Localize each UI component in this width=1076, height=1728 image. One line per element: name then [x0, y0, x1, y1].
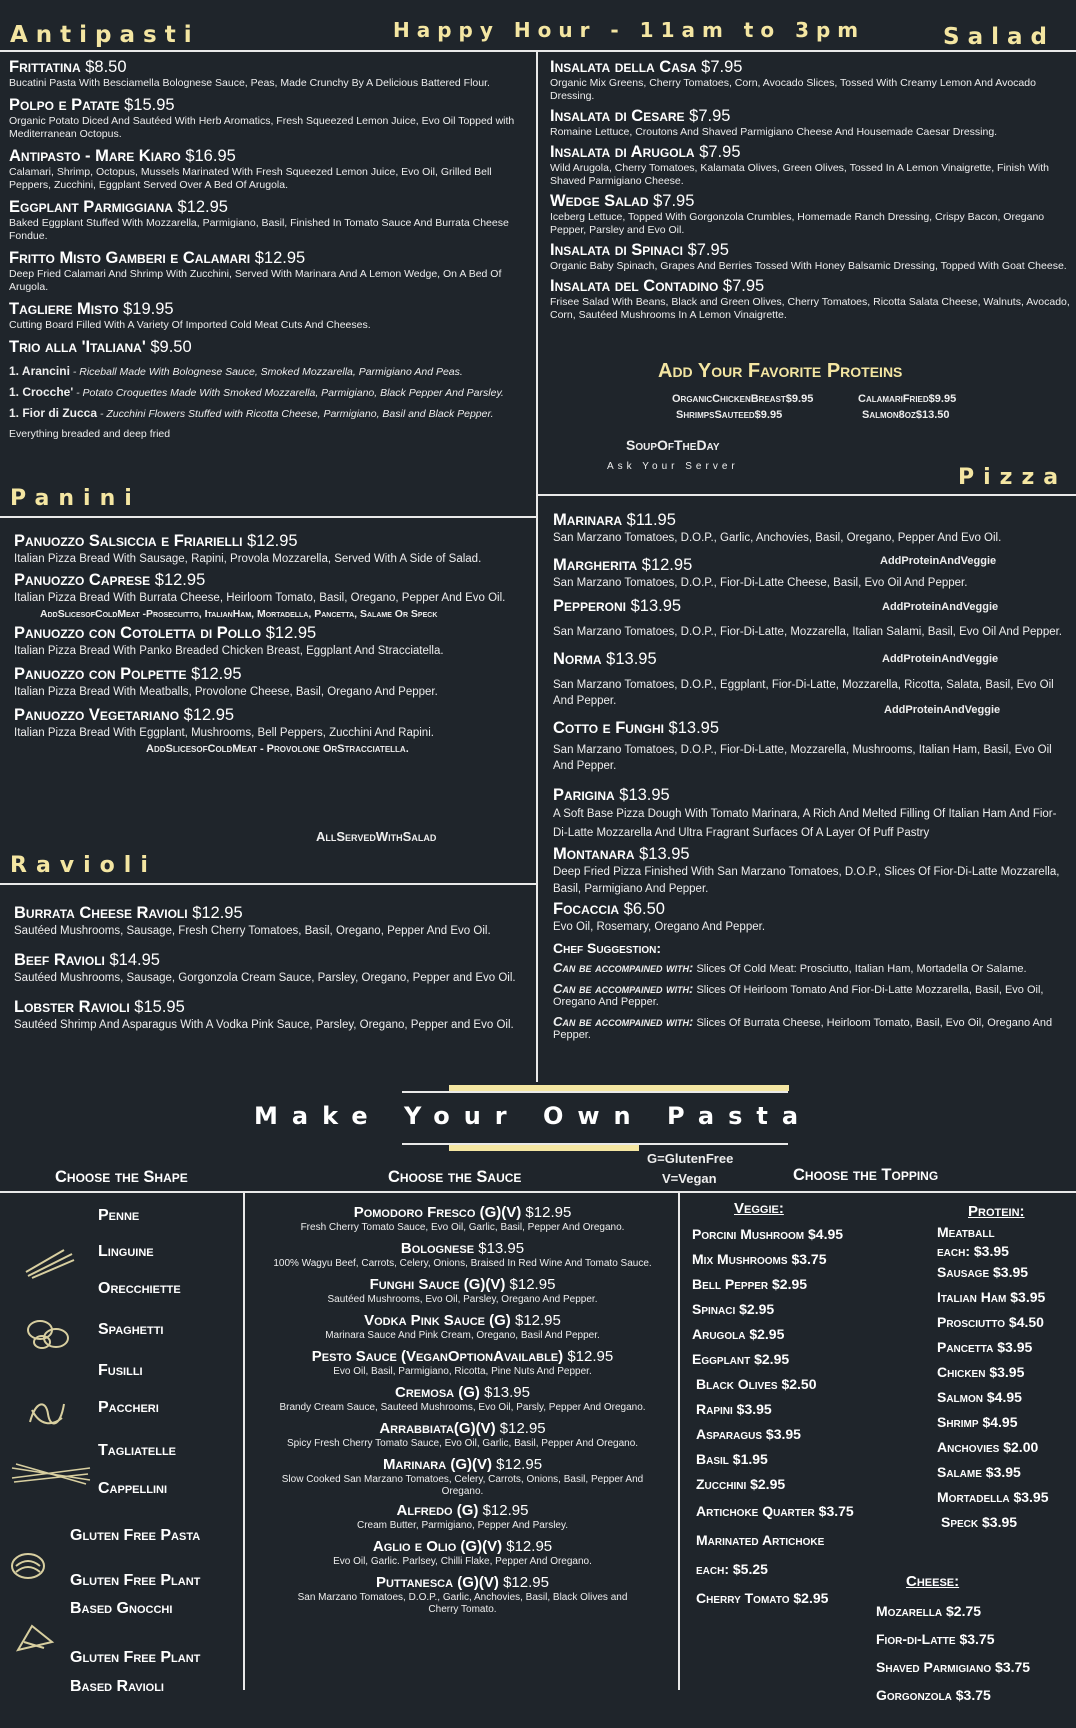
item-price: $7.95 [701, 58, 743, 76]
shape-fusilli: Fusilli [98, 1362, 143, 1379]
item-price: $9.50 [150, 338, 192, 356]
item-desc: Italian Pizza Bread With Meatballs, Provolone Cheese, Basil, Oregano And Pepper. [14, 686, 438, 698]
topping-item: each: $3.95 [937, 1243, 1009, 1259]
item-price: $12.95 [192, 904, 243, 922]
shape-paccheri: Paccheri [98, 1399, 159, 1416]
item-desc: San Marzano Tomatoes, D.O.P., Fior-Di-Latte, Mozzarella, Mushrooms, Italian Ham, Basil, Evo Oil And Pepper. [553, 744, 1052, 772]
item-name: Insalata di Arugola [550, 143, 695, 161]
topping-item: Prosciutto $4.50 [937, 1314, 1044, 1330]
topping-item: each: $5.25 [696, 1561, 768, 1577]
menu-item [550, 58, 1070, 103]
item-price: $8.50 [85, 58, 127, 76]
item-name: Cotto e Funghi [553, 719, 664, 737]
item-price: $12.95 [496, 1456, 543, 1473]
topping-item: Basil $1.95 [696, 1451, 768, 1467]
item-price: $13.95 [606, 650, 657, 668]
topping-item: Zucchini $2.95 [696, 1476, 786, 1492]
menu-item [553, 845, 1071, 898]
item-name: Fritto Misto Gamberi e Calamari [9, 249, 251, 267]
item-desc: A Soft Base Pizza Dough With Tomato Marinara, A Rich And Melted Filling Of Italian Ham And Fior-Di-Latte Mozzarella And Ultra Fragrant Surfaces Of A Layer Of Puff Pastry [553, 808, 1057, 839]
trio-note: Everything breaded and deep fried [9, 428, 171, 440]
menu-item [9, 147, 531, 192]
item-name: Insalata di Spinaci [550, 241, 683, 259]
trio-item [9, 361, 531, 382]
item-name: Pepperoni [553, 597, 627, 615]
trio-item [9, 403, 531, 424]
chef-label: Can be accompained with: [553, 1014, 694, 1029]
chef-text: Slices Of Cold Meat: Prosciutto, Italian Ham, Mortadella Or Salame. [696, 963, 1027, 975]
item-name: Bolognese [400, 1240, 475, 1257]
chef-suggestion-title: Chef Suggestion: [553, 940, 662, 956]
topping-item: Sausage $3.95 [937, 1264, 1029, 1280]
ravioli-header: Ravioli [10, 853, 157, 878]
topping-item: Anchovies $2.00 [937, 1439, 1039, 1455]
topping-item: Pancetta $3.95 [937, 1339, 1033, 1355]
item-name: Burrata Cheese Ravioli [14, 904, 188, 922]
legend-gluten-free: G=GlutenFree [647, 1151, 734, 1166]
item-desc: Deep Fried Calamari And Shrimp With Zucchini, Served With Marinara And A Lemon Wedge, On A Bed Of Arugola. [9, 268, 502, 293]
shape-based-gnocchi: Based Gnocchi [70, 1600, 173, 1617]
shape-orecchiette: Orecchiette [98, 1280, 181, 1297]
proteins-title: Add Your Favorite Proteins [658, 360, 903, 382]
menu-item [553, 786, 1071, 843]
menu-item [550, 277, 1070, 322]
sauce-item [250, 1383, 675, 1414]
item-name: Panuozzo con Cotoletta di Pollo [14, 624, 262, 642]
item-price: $13.95 [478, 1240, 525, 1257]
item-name: Vodka Pink Sauce (G) [364, 1312, 511, 1329]
item-name: Panuozzo Salsiccia e Friarielli [14, 532, 243, 550]
item-desc: San Marzano Tomatoes, D.O.P., Garlic, Anchovies, Basil, Oregano, Pepper And Evo Oil. [553, 532, 1002, 544]
item-price: $15.95 [124, 96, 175, 114]
item-desc: Evo Oil, Basil, Parmigiano, Ricotta, Pine Nuts And Pepper. [333, 1366, 592, 1377]
protein-option: CalamariFried$9.95 [858, 393, 957, 405]
item-name: Insalata della Casa [550, 58, 697, 76]
shape-gluten-free-pasta: Gluten Free Pasta [70, 1527, 201, 1544]
shape-cappellini: Cappellini [98, 1480, 168, 1497]
menu-item [14, 665, 532, 700]
menu-item [9, 58, 531, 90]
menu-item [550, 241, 1070, 273]
menu-item [553, 511, 1071, 546]
salad-header: Salad [943, 24, 1055, 50]
item-price: $13.95 [630, 597, 682, 615]
chef-suggestion [553, 1016, 1071, 1041]
menu-item [553, 900, 1071, 935]
shape-spaghetti: Spaghetti [98, 1321, 164, 1338]
orecchiette-icon [20, 1316, 76, 1352]
sauce-header: Choose the Sauce [388, 1168, 522, 1186]
item-desc: Cream Butter, Parmigiano, Pepper And Parsley. [356, 1520, 569, 1531]
caprese-add-note: AddSlicesofColdMeat -Prosecuitto, ItalianHam, Mortadella, Pancetta, Salame Or Speck [40, 608, 438, 620]
item-desc: Wild Arugola, Cherry Tomatoes, Kalamata Olives, Green Olives, Tossed In A Lemon Vinaigrette, Finish With Shaved Parmigiano Cheese. [550, 162, 1049, 187]
item-price: $7.95 [687, 241, 729, 259]
menu-item [550, 107, 1070, 139]
cheese-list [876, 1597, 1076, 1709]
topping-item: Salame $3.95 [937, 1464, 1021, 1480]
add-protein-veggie-note: AddProteinAndVeggie [882, 601, 999, 613]
item-name: Focaccia [553, 900, 620, 918]
sauce-item [250, 1239, 675, 1270]
chef-suggestion [553, 962, 1071, 975]
trio-desc: - Zucchini Flowers Stuffed with Ricotta Cheese, Parmigiano, Basil and Black Pepper. [99, 408, 494, 420]
topping-item: Shaved Parmigiano $3.75 [876, 1659, 1031, 1675]
protein-header: Protein: [968, 1203, 1025, 1220]
topping-item: Mix Mushrooms $3.75 [692, 1251, 827, 1267]
ravioli-icon [14, 1620, 56, 1656]
protein-list [937, 1222, 1076, 1535]
item-price: $7.95 [699, 143, 741, 161]
happy-hour-header: Happy Hour - 11am to 3pm [393, 18, 866, 42]
item-desc: Brandy Cream Sauce, Sauteed Mushrooms, Evo Oil, Parsly, Pepper And Oregano. [279, 1402, 646, 1413]
item-desc: San Marzano Tomatoes, D.O.P., Fior-Di-Latte, Mozzarella, Italian Salami, Basil, Evo Oil And Pepper. [553, 626, 1062, 638]
pasta-gold-bar-bottom [449, 1145, 639, 1151]
item-price: $13.95 [619, 786, 670, 804]
topping-item: Marinated Artichoke [696, 1532, 825, 1548]
item-desc: Fresh Cherry Tomato Sauce, Evo Oil, Garlic, Basil, Pepper And Oregano. [300, 1222, 625, 1233]
item-desc: Slow Cooked San Marzano Tomatoes, Celery, Carrots, Onions, Basil, Pepper And Oregano. [281, 1474, 644, 1497]
add-protein-veggie-note: AddProteinAndVeggie [884, 704, 1001, 716]
topping-item: Meatball [937, 1224, 995, 1240]
ravioli-section [14, 904, 532, 1035]
item-name: Trio alla 'Italiana' [9, 338, 146, 356]
item-price: $12.95 [641, 556, 693, 574]
trio-desc: - Potato Croquettes Made With Smoked Mozzarella, Parmigiano, Black Pepper And Parsley. [76, 387, 504, 399]
item-name: Eggplant Parmiggiana [9, 198, 173, 216]
linguine-icon [24, 1246, 78, 1282]
menu-item [9, 300, 531, 332]
menu-item [9, 338, 531, 357]
item-desc: Sautéed Shrimp And Asparagus With A Vodka Pink Sauce, Parsley, Oregano, Pepper and Evo Oil. [14, 1019, 514, 1031]
shape-penne: Penne [98, 1207, 140, 1224]
item-name: Lobster Ravioli [14, 998, 130, 1016]
item-desc: Baked Eggplant Stuffed With Mozzarella, Parmigiano, Basil, Finished In Tomato Sauce And Burrata Cheese Fondue. [9, 217, 509, 242]
rule-panini [0, 516, 536, 518]
item-name: Parigina [553, 786, 615, 804]
menu-item [9, 249, 531, 294]
menu-item [14, 706, 532, 741]
item-desc: 100% Wagyu Beef, Carrots, Celery, Onions, Braised In Red Wine And Tomato Sauce. [273, 1258, 652, 1269]
trio-name: 1. Arancini [9, 364, 70, 378]
topping-item: Shrimp $4.95 [937, 1414, 1018, 1430]
item-price: $12.95 [265, 624, 317, 642]
legend-vegan: V=Vegan [662, 1171, 717, 1186]
sauce-item [250, 1311, 675, 1342]
item-desc: Sautéed Mushrooms, Sausage, Gorgonzola Cream Sauce, Parsley, Oregano, Pepper and Evo Oil. [14, 972, 516, 984]
item-price: $15.95 [134, 998, 185, 1016]
topping-item: Bell Pepper $2.95 [692, 1276, 808, 1292]
item-name: Polpo e Patate [9, 96, 120, 114]
sauce-item [250, 1573, 675, 1616]
menu-item [14, 624, 532, 659]
topping-header: Choose the Topping [793, 1166, 939, 1184]
topping-item: Speck $3.95 [941, 1514, 1018, 1530]
topping-item: Mozarella $2.75 [876, 1603, 982, 1619]
topping-item: Black Olives $2.50 [696, 1376, 817, 1392]
sauce-item [250, 1275, 675, 1306]
salad-section [550, 58, 1070, 324]
fusilli-icon [24, 1392, 70, 1432]
menu-item [550, 192, 1070, 237]
item-desc: Italian Pizza Bread With Panko Breaded Chicken Breast, Eggplant And Stracciatella. [14, 645, 444, 657]
item-desc: Italian Pizza Bread With Burrata Cheese, Heirloom Tomato, Basil, Oregano, Pepper And Evo Oil. [14, 592, 506, 604]
item-price: $7.95 [689, 107, 731, 125]
item-name: Arrabbiata(G)(V) [379, 1420, 496, 1437]
item-desc: Italian Pizza Bread With Eggplant, Mushrooms, Bell Peppers, Zucchini And Rapini. [14, 727, 434, 739]
topping-item: Eggplant $2.95 [692, 1351, 790, 1367]
pasta-rule-columns [0, 1191, 1076, 1193]
item-price: $12.95 [482, 1502, 529, 1519]
item-price: $6.50 [623, 900, 665, 918]
sauce-item [250, 1419, 675, 1450]
gnocchi-icon [6, 1548, 54, 1588]
pasta-divider-1 [243, 1193, 245, 1690]
item-desc: Sautéed Mushrooms, Sausage, Fresh Cherry Tomatoes, Basil, Oregano, Pepper And Evo Oil. [14, 925, 491, 937]
soup-sub: Ask Your Server [607, 461, 739, 472]
item-desc: Organic Mix Greens, Cherry Tomatoes, Corn, Avocado Slices, Tossed With Creamy Lemon And Avocado Dressing. [550, 77, 1036, 102]
item-name: Funghi Sauce (G)(V) [369, 1276, 506, 1293]
item-desc: Evo Oil, Garlic. Parlsey, Chilli Flake, Pepper And Oregano. [333, 1556, 592, 1567]
chef-text: Slices Of Burrata Cheese, Heirloom Tomato, Basil, Evo Oil, Oregano And Pepper. [553, 1017, 1053, 1041]
item-desc: San Marzano Tomatoes, D.O.P., Garlic, Anchovies, Basil, Black Olives and Cherry Tomato. [297, 1592, 628, 1615]
topping-item: Spinaci $2.95 [692, 1301, 775, 1317]
topping-item: Gorgonzola $3.75 [876, 1687, 991, 1703]
item-desc: Organic Potato Diced And Sautéed With Herb Aromatics, Fresh Squeezed Lemon Juice, Evo Oil Topped with Mediterranean Octopus. [9, 115, 515, 140]
shape-tagliatelle: Tagliatelle [98, 1442, 177, 1459]
all-served-note: AllServedWithSalad [316, 829, 437, 844]
topping-item: Cherry Tomato $2.95 [696, 1590, 829, 1606]
item-price: $12.95 [254, 249, 306, 267]
vertical-divider-top [536, 52, 538, 1082]
sauce-item [250, 1347, 675, 1378]
shape-gluten-free-plant-2: Gluten Free Plant [70, 1649, 201, 1666]
item-desc: Evo Oil, Rosemary, Oregano And Pepper. [553, 921, 766, 933]
item-price: $13.95 [668, 719, 720, 737]
shape-based-ravioli: Based Ravioli [70, 1678, 164, 1695]
item-price: $12.95 [567, 1348, 614, 1365]
item-name: Panuozzo Vegetariano [14, 706, 180, 724]
topping-item: Artichoke Quarter $3.75 [696, 1503, 854, 1519]
item-price: $12.95 [191, 665, 242, 683]
item-name: Wedge Salad [550, 192, 649, 210]
item-desc: Deep Fried Pizza Finished With San Marzano Tomatoes, D.O.P., Slices Of Fior-Di-Latte Mozzarella, Basil, Parmigiano And Pepper. [553, 866, 1060, 895]
item-price: $12.95 [499, 1420, 546, 1437]
menu-item [14, 904, 532, 939]
protein-option: Salmon8oz$13.50 [862, 409, 950, 421]
topping-item: Arugola $2.95 [692, 1326, 785, 1342]
item-desc: Marinara Sauce And Pink Cream, Oregano, Basil And Pepper. [325, 1330, 600, 1341]
item-price: $12.95 [506, 1538, 553, 1555]
sauce-item [250, 1537, 675, 1568]
pizza-section [553, 511, 1071, 1041]
item-name: Pesto Sauce (VeganOptionAvailable) [311, 1348, 564, 1365]
item-name: Alfredo (G) [396, 1502, 479, 1519]
item-desc: Romaine Lettuce, Croutons And Shaved Parmigiano Cheese And Housemade Caesar Dressing. [550, 126, 998, 138]
item-name: Antipasto - Mare Kiaro [9, 147, 181, 165]
item-name: Panuozzo con Polpette [14, 665, 187, 683]
menu-item [14, 532, 532, 567]
item-name: Marinara (G)(V) [382, 1456, 492, 1473]
menu-item [553, 719, 1071, 774]
trio-item [9, 382, 531, 403]
veggie-header: Veggie: [734, 1200, 784, 1217]
top-rule [0, 50, 1076, 52]
topping-item: Mortadella $3.95 [937, 1489, 1049, 1505]
item-desc: Iceberg Lettuce, Topped With Gorgonzola Crumbles, Homemade Ranch Dressing, Crispy Bacon, Oregano Pepper, Parsley and Evo Oil. [550, 211, 1045, 236]
add-protein-veggie-note: AddProteinAndVeggie [880, 555, 997, 567]
veggie-list [692, 1222, 932, 1613]
topping-item: Asparagus $3.95 [696, 1426, 801, 1442]
soup-title: SoupOfTheDay [626, 437, 720, 453]
menu-item [9, 198, 531, 243]
topping-item: Porcini Mushroom $4.95 [692, 1226, 844, 1242]
item-desc: Spicy Fresh Cherry Tomato Sauce, Evo Oil, Garlic, Basil, Pepper And Oregano. [286, 1438, 639, 1449]
item-name: Norma [553, 650, 602, 668]
item-name: Beef Ravioli [14, 951, 105, 969]
topping-item: Salmon $4.95 [937, 1389, 1022, 1405]
menu-item [14, 998, 532, 1033]
chef-text: Slices Of Heirloom Tomato And Fior-Di-Latte Mozzarella, Basil, Evo Oil, Oregano And Pepper. [553, 984, 1044, 1008]
sauce-section [250, 1203, 675, 1618]
item-price: $12.95 [509, 1276, 556, 1293]
shape-linguine: Linguine [98, 1243, 154, 1260]
trio-desc: - Riceball Made With Bolognese Sauce, Smoked Mozzarella, Parmigiano And Peas. [72, 366, 463, 378]
item-name: Tagliere Misto [9, 300, 119, 318]
topping-item: Rapini $3.95 [696, 1401, 772, 1417]
item-desc: Frisee Salad With Beans, Black and Green Olives, Cherry Tomatoes, Ricotta Salata Cheese, Walnuts, Avocado, Corn, Sautéed Mushrooms In A Lemon Vinaigrette. [550, 296, 1070, 321]
rule-ravioli [0, 883, 536, 885]
item-price: $11.95 [626, 511, 676, 529]
chef-label: Can be accompained with: [553, 960, 694, 975]
item-price: $12.95 [503, 1574, 549, 1591]
cheese-header: Cheese: [906, 1573, 960, 1590]
item-name: Margherita [553, 556, 638, 574]
protein-option: ShrimpsSauteed$9.95 [676, 409, 783, 421]
item-name: Pomodoro Fresco (G)(V) [353, 1204, 522, 1221]
item-price: $13.95 [639, 845, 690, 863]
item-price: $12.95 [154, 571, 206, 589]
sauce-item [250, 1501, 675, 1532]
menu-item [14, 951, 532, 986]
item-price: $19.95 [123, 300, 174, 318]
item-desc: San Marzano Tomatoes, D.O.P., Fior-Di-Latte Cheese, Basil, Evo Oil And Pepper. [553, 577, 968, 589]
topping-item: Italian Ham $3.95 [937, 1289, 1046, 1305]
trio-name: 1. Crocche' [9, 385, 74, 399]
item-name: Puttanesca (G)(V) [376, 1574, 499, 1591]
item-desc: Italian Pizza Bread With Sausage, Rapini, Provola Mozzarella, Served With A Side of Salad. [14, 553, 482, 565]
item-name: Marinara [553, 511, 623, 529]
chef-suggestion [553, 983, 1071, 1008]
pasta-divider-2 [678, 1193, 680, 1690]
item-desc: Cutting Board Filled With A Variety Of Imported Cold Meat Cuts And Cheeses. [9, 319, 371, 331]
panini-header: Panini [10, 486, 141, 511]
item-name: Insalata di Cesare [550, 107, 685, 125]
shape-header: Choose the Shape [55, 1168, 188, 1186]
chef-label: Can be accompained with: [553, 981, 694, 996]
item-desc: Sautéed Mushrooms, Evo Oil, Parsley, Oregano And Pepper. [327, 1294, 598, 1305]
item-price: $13.95 [484, 1384, 530, 1401]
item-price: $12.95 [525, 1204, 572, 1221]
item-name: Montanara [553, 845, 635, 863]
pizza-header: Pizza [958, 465, 1068, 490]
topping-item: Chicken $3.95 [937, 1364, 1025, 1380]
sauce-item [250, 1203, 675, 1234]
trio-name: 1. Fior di Zucca [9, 406, 98, 420]
item-price: $16.95 [185, 147, 236, 165]
item-price: $14.95 [109, 951, 160, 969]
item-desc: Calamari, Shrimp, Octopus, Mussels Marinated With Fresh Squeezed Lemon Juice, Evo Oil, Grilled Bell Peppers, Zucchini, Eggplant Served Over A Bed Of Arugola. [9, 166, 492, 191]
item-price: $7.95 [722, 277, 765, 295]
sauce-item [250, 1455, 675, 1498]
item-desc: Organic Baby Spinach, Grapes And Berries Tossed With Honey Balsamic Dressing, Topped With Goat Cheese. [550, 260, 1067, 272]
item-name: Panuozzo Caprese [14, 571, 151, 589]
pasta-rule-top [402, 1091, 788, 1093]
item-price: $12.95 [183, 706, 235, 724]
item-desc: Bucatini Pasta With Besciamella Bolognese Sauce, Peas, Made Crunchy By A Delicious Battered Flour. [9, 77, 490, 89]
item-price: $12.95 [177, 198, 228, 216]
item-price: $12.95 [247, 532, 298, 550]
cappellini-icon [10, 1460, 92, 1488]
topping-item: Fior-di-Latte $3.75 [876, 1631, 995, 1647]
item-name: Cremosa (G) [394, 1384, 480, 1401]
panini-section [14, 532, 532, 755]
pasta-title: Make Your Own Pasta [254, 1102, 813, 1130]
item-name: Insalata del Contadino [550, 277, 719, 295]
item-name: Aglio e Olio (G)(V) [372, 1538, 503, 1555]
veg-add-note: AddSlicesofColdMeat - Provolone OrStracciatella. [146, 743, 409, 755]
add-protein-veggie-note: AddProteinAndVeggie [882, 653, 999, 665]
item-name: Frittatina [9, 58, 81, 76]
item-desc: San Marzano Tomatoes, D.O.P., Eggplant, Fior-Di-Latte, Mozzarella, Ricotta, Salata, Basil, Evo Oil And Pepper. [553, 679, 1054, 707]
menu-item [9, 96, 531, 141]
rule-pizza [536, 494, 1076, 496]
antipasti-header: Antipasti [10, 22, 200, 48]
item-price: $12.95 [514, 1312, 561, 1329]
menu-item [550, 143, 1070, 188]
shape-gluten-free-plant-1: Gluten Free Plant [70, 1572, 201, 1589]
antipasti-section [9, 58, 531, 444]
menu-item [14, 571, 532, 606]
protein-option: OrganicChickenBreast$9.95 [672, 393, 814, 405]
item-price: $7.95 [653, 192, 695, 210]
